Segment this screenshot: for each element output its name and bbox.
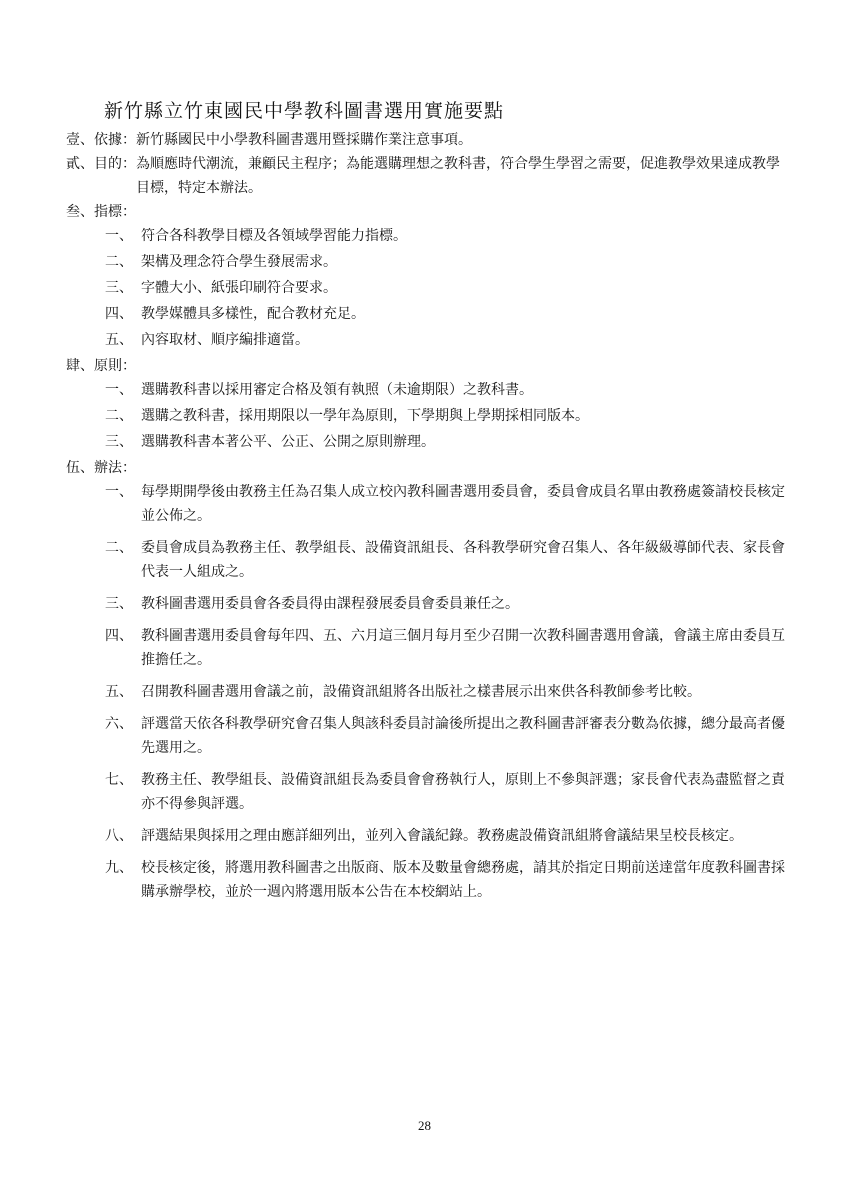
item-text: 校長核定後，將選用教科圖書之出版商、版本及數量會總務處，請其於指定日期前送達當年度教科圖書採購承辦學校，並於一週內將選用版本公告在本校網站上。 (141, 860, 785, 900)
item-text: 選購教科書以採用審定合格及領有執照（未逾期限）之教科書。 (141, 382, 533, 398)
section-methods (66, 456, 786, 904)
list-item (66, 592, 786, 616)
item-text: 選購教科書本著公平、公正、公開之原則辦理。 (141, 434, 435, 450)
item-number: 四、 (105, 628, 133, 644)
item-number: 八、 (105, 828, 133, 844)
item-number: 六、 (105, 716, 133, 732)
section-principles-label: 肆、原則： (66, 358, 136, 374)
document-body (66, 128, 786, 912)
list-item (66, 536, 786, 584)
item-number: 三、 (105, 434, 133, 450)
list-item (66, 768, 786, 816)
item-number: 一、 (105, 382, 133, 398)
section-principles (66, 354, 786, 454)
item-number: 二、 (105, 254, 133, 270)
document-title: 新竹縣立竹東國民中學教科圖書選用實施要點 (104, 100, 505, 122)
section-basis-text: 新竹縣國民中小學教科圖書選用暨採購作業注意事項。 (136, 132, 472, 148)
item-number: 五、 (105, 684, 133, 700)
item-text: 教學媒體具多樣性，配合教材充足。 (141, 306, 365, 322)
item-text: 評選當天依各科教學研究會召集人與該科委員討論後所提出之教科圖書評審表分數為依據，總分最高者優先選用之。 (141, 716, 785, 756)
list-item (66, 824, 786, 848)
section-basis-line (66, 128, 786, 152)
item-number: 七、 (105, 772, 133, 788)
item-text: 委員會成員為教務主任、教學組長、設備資訊組長、各科教學研究會召集人、各年級級導師代表、家長會代表一人組成之。 (141, 540, 785, 580)
item-number: 二、 (105, 408, 133, 424)
list-item (66, 250, 786, 274)
item-text: 教務主任、教學組長、設備資訊組長為委員會會務執行人，原則上不參與評選；家長會代表為盡監督之責亦不得參與評選。 (141, 772, 785, 812)
item-number: 一、 (105, 484, 133, 500)
list-item (66, 328, 786, 352)
section-purpose-text: 為順應時代潮流，兼顧民主程序；為能選購理想之教科書，符合學生學習之需要，促進教學效果達成教學目標，特定本辦法。 (136, 156, 780, 196)
section-indicators (66, 200, 786, 352)
section-methods-label: 伍、辦法： (66, 460, 136, 476)
item-text: 符合各科教學目標及各領域學習能力指標。 (141, 228, 407, 244)
item-text: 內容取材、順序編排適當。 (141, 332, 309, 348)
section-basis (66, 128, 786, 152)
item-text: 每學期開學後由教務主任為召集人成立校內教科圖書選用委員會，委員會成員名單由教務處簽請校長核定並公佈之。 (141, 484, 785, 524)
list-item (66, 480, 786, 528)
list-item (66, 378, 786, 402)
item-number: 三、 (105, 596, 133, 612)
item-text: 召開教科圖書選用會議之前，設備資訊組將各出版社之樣書展示出來供各科教師參考比較。 (141, 684, 701, 700)
list-item (66, 680, 786, 704)
item-number: 四、 (105, 306, 133, 322)
item-number: 一、 (105, 228, 133, 244)
item-number: 五、 (105, 332, 133, 348)
item-number: 二、 (105, 540, 133, 556)
section-purpose-label: 貳、目的： (66, 156, 136, 172)
list-item (66, 624, 786, 672)
item-text: 架構及理念符合學生發展需求。 (141, 254, 337, 270)
list-item (66, 224, 786, 248)
list-item (66, 856, 786, 904)
item-text: 選購之教科書，採用期限以一學年為原則，下學期與上學期採相同版本。 (141, 408, 589, 424)
item-text: 教科圖書選用委員會每年四、五、六月這三個月每月至少召開一次教科圖書選用會議，會議主席由委員互推擔任之。 (141, 628, 785, 668)
item-text: 字體大小、紙張印刷符合要求。 (141, 280, 337, 296)
list-item (66, 302, 786, 326)
list-item (66, 712, 786, 760)
page-number: 28 (418, 1118, 431, 1133)
section-purpose-line (66, 152, 786, 200)
section-purpose (66, 152, 786, 200)
item-text: 教科圖書選用委員會各委員得由課程發展委員會委員兼任之。 (141, 596, 519, 612)
list-item (66, 404, 786, 428)
list-item (66, 430, 786, 454)
section-basis-label: 壹、依據： (66, 132, 136, 148)
item-number: 三、 (105, 280, 133, 296)
item-text: 評選結果與採用之理由應詳細列出，並列入會議紀錄。教務處設備資訊組將會議結果呈校長核定。 (141, 828, 743, 844)
item-number: 九、 (105, 860, 133, 876)
list-item (66, 276, 786, 300)
section-indicators-label: 叁、指標： (66, 204, 136, 220)
